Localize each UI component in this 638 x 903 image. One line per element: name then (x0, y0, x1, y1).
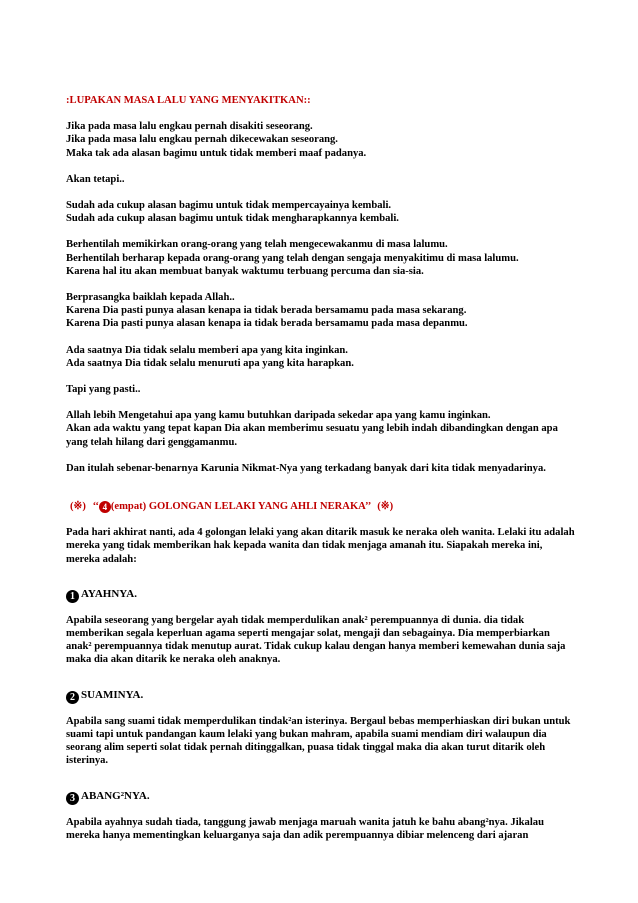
reference-mark-right: (※) (377, 501, 394, 513)
section-heading-text: (empat) GOLONGAN LELAKI YANG AHLI NERAKA’’ (110, 501, 371, 513)
item-list (66, 588, 578, 842)
paragraph (66, 173, 578, 186)
item-heading-text: ABANG²NYA. (81, 789, 150, 802)
paragraph (66, 409, 578, 449)
item-text: Apabila ayahnya sudah tiada, tanggung jawab menjaga maruah wanita jatuh ke bahu abang²nya. Jikalau mereka hanya mementingkan keluarganya saja dan adik perempuannya dibiar melenceng dari ajaran (66, 816, 544, 841)
reference-mark-left: (※) (70, 501, 86, 513)
paragraph (66, 199, 578, 225)
item-text: Apabila sang suami tidak memperdulikan tindak²an isterinya. Bergaul bebas memperhiaskan diri bukan untuk suami tapi untuk pandangan kaum lelaki yang bukan mahram, apabila suami mendiam diri walaupun dia seorang alim seperti solat tidak pernah ditinggalkan, puasa tidak tinggal maka dia akan turut ditarik oleh isterinya. (66, 715, 571, 767)
item-number-badge: 2 (66, 691, 79, 704)
paragraph (66, 344, 578, 370)
text-line: Karena hal itu akan membuat banyak waktumu terbuang percuma dan sia-sia. (66, 265, 424, 277)
item-heading (66, 588, 578, 603)
paragraph (66, 120, 578, 160)
text-line: Sudah ada cukup alasan bagimu untuk tidak mempercayainya kembali. (66, 200, 392, 212)
text-line: Ada saatnya Dia tidak selalu memberi apa yang kita inginkan. (66, 344, 348, 356)
text-line: Ada saatnya Dia tidak selalu menuruti apa yang kita harapkan. (66, 357, 354, 369)
text-line: Jika pada masa lalu engkau pernah disakiti seseorang. (66, 121, 313, 133)
item-body (66, 614, 578, 667)
text-line: Maka tak ada alasan bagimu untuk tidak memberi maaf padanya. (66, 147, 367, 159)
item-heading (66, 790, 578, 805)
text-line: yang telah hilang dari genggamanmu. (66, 436, 237, 448)
text-line: Tapi yang pasti.. (66, 384, 141, 396)
page-title: :LUPAKAN MASA LALU YANG MENYAKITKAN:: (66, 95, 311, 106)
text-line: Berprasangka baiklah kepada Allah.. (66, 292, 235, 304)
document-page (66, 94, 578, 855)
text-line: Karena Dia pasti punya alasan kenapa ia tidak berada bersamamu pada masa sekarang. (66, 305, 467, 317)
text-line: Berhentilah berharap kepada orang-orang yang telah dengan sengaja menyakitimu di masa lalumu. (66, 252, 519, 264)
paragraph (66, 238, 578, 278)
item-heading (66, 689, 578, 704)
text-line: Karena Dia pasti punya alasan kenapa ia tidak berada bersamamu pada masa depanmu. (66, 318, 468, 330)
paragraph (66, 462, 578, 475)
item-number-badge: 1 (66, 590, 79, 603)
text-line: Akan tetapi.. (66, 173, 125, 185)
item-body (66, 816, 578, 842)
text-line: Jika pada masa lalu engkau pernah dikecewakan seseorang. (66, 134, 338, 146)
section-heading (66, 500, 578, 513)
poem-body (66, 120, 578, 475)
text-line: Allah lebih Mengetahui apa yang kamu butuhkan daripada sekedar apa yang kamu inginkan. (66, 410, 491, 422)
item-number-badge: 3 (66, 792, 79, 805)
item-body (66, 715, 578, 768)
item-heading-text: SUAMINYA. (81, 688, 144, 701)
text-line: Berhentilah memikirkan orang-orang yang telah mengecewakanmu di masa lalumu. (66, 239, 448, 251)
quote-open: ‘‘ (92, 501, 99, 513)
text-line: Dan itulah sebenar-benarnya Karunia Nikmat-Nya yang terkadang banyak dari kita tidak menyadarinya. (66, 462, 546, 474)
section-number-badge: 4 (99, 501, 111, 513)
item-text: Apabila seseorang yang bergelar ayah tidak memperdulikan anak² perempuannya di dunia. dia tidak memberikan segala keperluan agama seperti mengajar solat, mengaji dan sebagainya. Dia memperbiarkan anak² perempuannya tidak menutup aurat. Tidak cukup kalau dengan hanya memberi kemewahan dunia saja maka dia akan ditarik ke neraka oleh anaknya. (66, 614, 566, 666)
text-line: Sudah ada cukup alasan bagimu untuk tidak mengharapkannya kembali. (66, 213, 399, 225)
text-line: Akan ada waktu yang tepat kapan Dia akan memberimu sesuatu yang lebih indah dibandingkan dengan apa (66, 423, 558, 435)
section-intro: Pada hari akhirat nanti, ada 4 golongan lelaki yang akan ditarik masuk ke neraka oleh wanita. Lelaki itu adalah mereka yang tidak memberikan hak kepada wanita dan tidak menjaga amanah itu. Siapakah mereka ini, mereka adalah: (66, 527, 575, 565)
item-heading-text: AYAHNYA. (81, 587, 137, 600)
paragraph (66, 291, 578, 331)
paragraph (66, 383, 578, 396)
